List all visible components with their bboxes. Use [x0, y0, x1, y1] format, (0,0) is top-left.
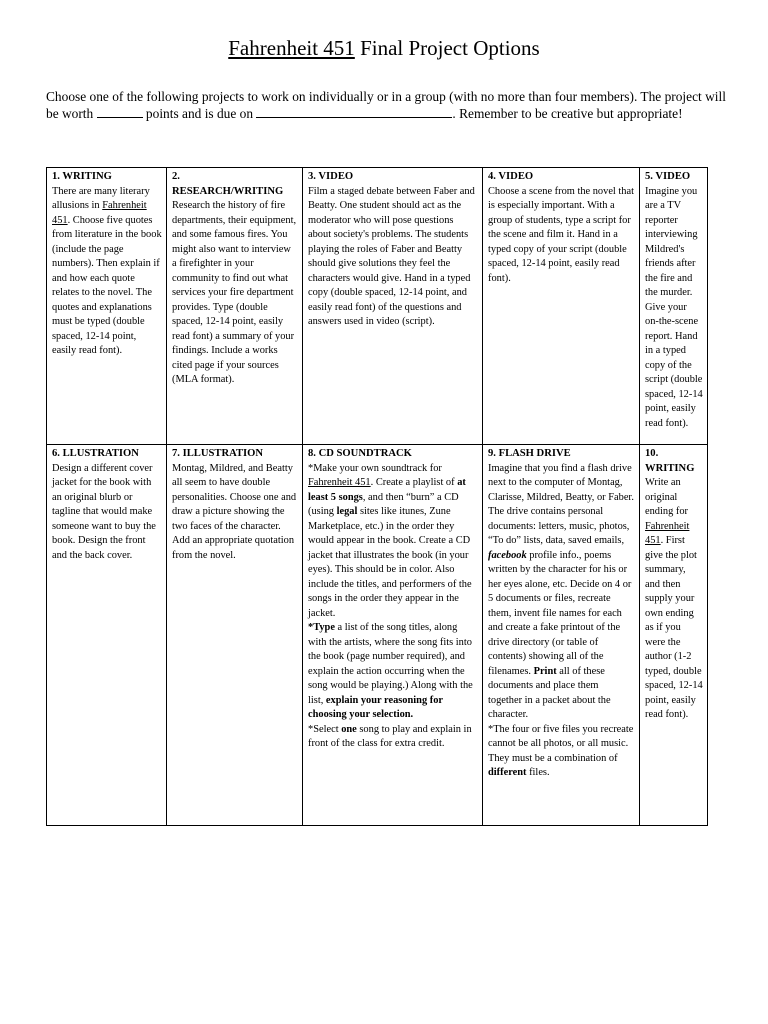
title-rest: Final Project Options — [354, 36, 540, 60]
intro-paragraph — [46, 88, 726, 122]
project-6-cell — [47, 445, 167, 826]
project-8-extra-credit: *Select one song to play and explain in front of the class for extra credit. — [308, 723, 472, 749]
project-9-body: Imagine that you find a flash drive next to the computer of Montag, Clarisse, Mildred, Beatty, or Faber. The drive contains personal documents: letters, music, photos, “To do” lists, data, saved emails, facebook profile info., poems written by the character for his or her eyes alone, etc. Decide on 4 or 5 documents or files, recreate them, invent file names for each and create a fake printout of the drive directory (or table of contents) showing all of the filenames. Print all of these documents and place them together in a packet about the character. — [488, 462, 634, 720]
project-4-heading: 4. VIDEO — [488, 171, 534, 182]
project-7-body: Montag, Mildred, and Beatty all seem to have double personalities. Choose one and draw a picture showing the two faces of the character. Add an appropriate quotation from the novel. — [172, 462, 297, 561]
project-1-body: There are many literary allusions in Fahrenheit 451. Choose five quotes from literature in the book (include the page numbers). Then explain if and how each quote relates to the novel. The quotes and explanations must be typed (double spaced, 12-14 point, easily read font). — [52, 185, 162, 356]
project-6-heading: 6. LLUSTRATION — [52, 448, 139, 459]
project-9-cell — [483, 445, 640, 826]
project-7-heading: 7. ILLUSTRATION — [172, 448, 264, 459]
due-date-blank — [256, 105, 452, 118]
project-5-heading: 5. VIDEO — [645, 171, 691, 182]
project-3-heading: 3. VIDEO — [308, 171, 354, 182]
project-3-cell — [303, 168, 483, 445]
project-options-table — [46, 167, 708, 826]
project-1-cell — [47, 168, 167, 445]
points-blank — [97, 105, 143, 118]
project-8-body: *Make your own soundtrack for Fahrenheit 451. Create a playlist of at least 5 songs, and then “burn” a CD (using legal sites like itunes, Zune Marketplace, etc.) in the order they would appear in the book. Create a CD jacket that illustrates the book (in your eyes). This should be in color. Also include the titles, and performers of the songs in the order they appear in the jacket. — [308, 462, 472, 619]
project-2-cell — [167, 168, 303, 445]
intro-text-2: points and is due on — [142, 106, 257, 121]
project-4-cell — [483, 168, 640, 445]
title-book: Fahrenheit 451 — [228, 36, 355, 60]
project-8-heading: 8. CD SOUNDTRACK — [308, 448, 412, 459]
project-9-heading: 9. FLASH DRIVE — [488, 448, 571, 459]
project-10-heading: 10. WRITING — [645, 448, 695, 474]
project-8-type-instructions: *Type a list of the song titles, along with the artists, where the song fits into the book (page number required), and explain the action occurring when the song would be playing.) Along with the list, explain your reasoning for choosing your selection. — [308, 622, 473, 720]
intro-text-3: . Remember to be creative but appropriate! — [452, 106, 683, 121]
project-8-cell — [303, 445, 483, 826]
project-9-note: *The four or five files you recreate cannot be all photos, or all music. They must be a combination of different files. — [488, 723, 634, 778]
project-7-cell — [167, 445, 303, 826]
page-title — [0, 36, 768, 61]
project-5-body: Imagine you are a TV reporter interviewing Mildred's friends after the fire and the murder. Give your on-the-scene report. Hand in a typed copy of the script (double spaced, 12-14 point, easily read font). — [645, 185, 703, 429]
project-2-number: 2. — [172, 171, 180, 182]
project-5-cell — [640, 168, 708, 445]
project-3-body: Film a staged debate between Faber and Beatty. One student should act as the moderator who will pose questions about society's problems. The students playing the roles of Faber and Beatty should give solutions they feel the characters would give. Hand in a typed copy (double spaced, 12-14 point, and easily read font) of the questions and answers used in video (script). — [308, 185, 475, 327]
project-2-body: Research the history of fire departments, their equipment, and some famous fires. You might also want to interview a firefighter in your community to find out what services your fire department provides. Type (double spaced, 12-14 point, easily read font) a summary of your findings. Include a works cited page if your sources (MLA format). — [172, 200, 297, 385]
project-2-heading: RESEARCH/WRITING — [172, 185, 284, 197]
project-1-heading: 1. WRITING — [52, 171, 112, 182]
project-10-body: Write an original ending for Fahrenheit 451. First give the plot summary, and then supply your own ending as if you were the author (1-2 typed, double spaced, 12-14 point, easily read font). — [645, 477, 703, 720]
intro-text-1: Choose one of the following projects to work on individually or in a group (with no more than four members). The project will be worth — [46, 89, 726, 121]
project-6-body: Design a different cover jacket for the book with an original blurb or tagline that would make someone want to buy the book. Design the front and the back cover. — [52, 462, 156, 561]
project-10-cell — [640, 445, 708, 826]
project-4-body: Choose a scene from the novel that is especially important. With a group of students, type a script for the scene and film it. Hand in a typed copy of your script (double spaced, 12-14 point, easily read font). — [488, 185, 635, 284]
table-row — [47, 168, 708, 445]
table-row — [47, 445, 708, 826]
